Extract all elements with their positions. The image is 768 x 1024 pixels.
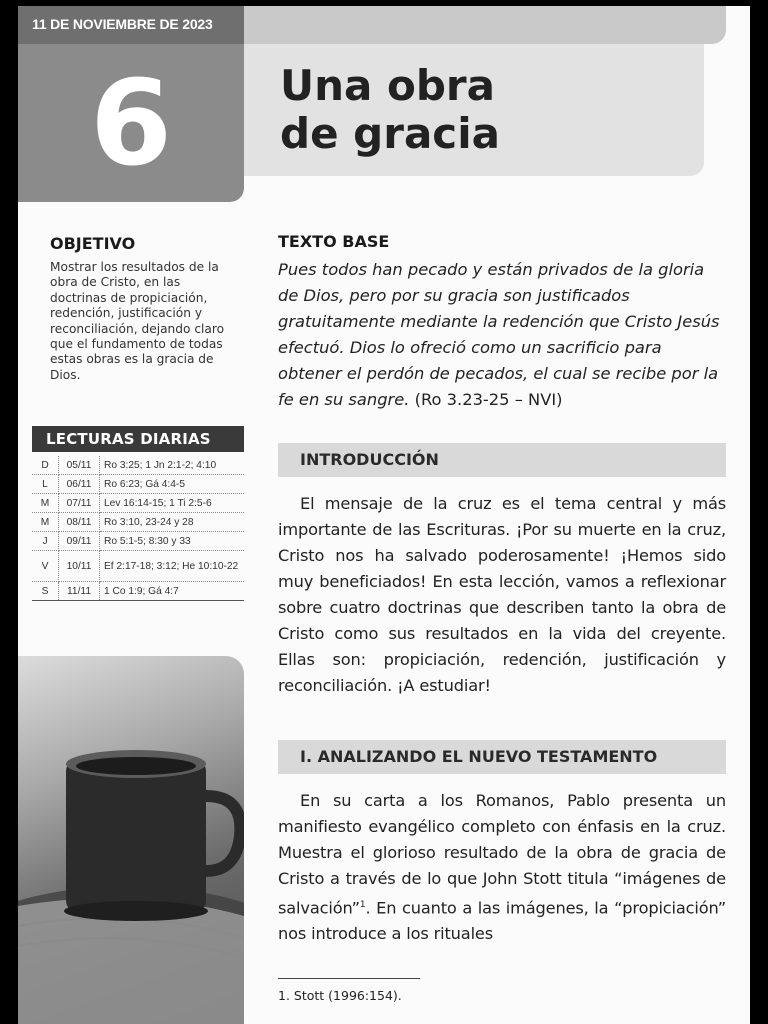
base-text-verse-body: Pues todos han pecado y están privados de la gloria de Dios, pero por su gracia son justificados gratuitamente mediante la redención que Cristo Jesús efectuó. Dios lo ofreció como un sacrificio para obtener el perdón de pecados, el cual se recibe por la fe en su sangre. (278, 260, 720, 409)
reading-reference: Ro 3:25; 1 Jn 2:1-2; 4:10 (100, 456, 245, 475)
introduction-text: El mensaje de la cruz es el tema central y más importante de las Escrituras. ¡Por su muerte en la cruz, Cristo nos ha salvado poderosamente! ¡Hemos sido muy beneficiados! En esta lección, vamos a reflexionar sobre cuatro doctrinas que describen tanto la obra de Cristo como sus resultados en la vida del creyente. Ellas son: propiciación, redención, justificación y reconciliación. ¡A estudiar! (278, 494, 726, 695)
introduction-band (278, 443, 726, 477)
base-text-verse (278, 257, 726, 413)
lesson-number: 6 (89, 54, 173, 192)
reading-reference: Ro 3:10, 23-24 y 28 (100, 513, 245, 532)
footnote: 1. Stott (1996:154). (278, 988, 402, 1003)
daily-readings-table (32, 456, 244, 601)
reading-day: J (32, 532, 59, 551)
title-line-1: Una obra (280, 61, 495, 110)
reading-day: V (32, 551, 59, 582)
reading-row (32, 494, 244, 513)
section-1-text (278, 788, 726, 947)
reading-reference: Ef 2:17-18; 3:12; He 10:10-22 (100, 551, 245, 582)
reading-date: 05/11 (59, 456, 100, 475)
coffee-cup-illustration (18, 656, 244, 1024)
reading-row (32, 513, 244, 532)
title-line-2: de gracia (280, 109, 500, 158)
title-block (244, 44, 704, 176)
coffee-bible-photo (18, 656, 244, 1024)
footnote-rule (278, 978, 420, 979)
daily-readings-label: LECTURAS DIARIAS (46, 430, 211, 448)
reading-date: 06/11 (59, 475, 100, 494)
introduction-heading: INTRODUCCIÓN (300, 450, 439, 469)
date-tab (18, 6, 244, 44)
lesson-date: 11 DE NOVIEMBRE DE 2023 (32, 16, 213, 32)
footnote-mark: 1 (359, 900, 366, 910)
lesson-title (280, 62, 500, 158)
section-1-heading: I. ANALIZANDO EL NUEVO TESTAMENTO (300, 747, 658, 766)
section-1-text-part-2: . En cuanto a las imágenes, la “propiciación” nos introduce a los rituales (278, 898, 726, 944)
daily-readings-heading (32, 426, 244, 452)
base-text-section (278, 232, 726, 413)
reading-date: 09/11 (59, 532, 100, 551)
reading-reference: 1 Co 1:9; Gá 4:7 (100, 582, 245, 601)
base-text-heading: TEXTO BASE (278, 232, 390, 251)
reading-date: 10/11 (59, 551, 100, 582)
reading-date: 08/11 (59, 513, 100, 532)
reading-day: M (32, 513, 59, 532)
reading-day: S (32, 582, 59, 601)
reading-date: 07/11 (59, 494, 100, 513)
reading-day: M (32, 494, 59, 513)
lesson-number-block (18, 44, 244, 202)
reading-day: L (32, 475, 59, 494)
reading-reference: Ro 6:23; Gá 4:4-5 (100, 475, 245, 494)
reading-row (32, 532, 244, 551)
reading-date: 11/11 (59, 582, 100, 601)
reading-day: D (32, 456, 59, 475)
reading-reference: Ro 5:1-5; 8:30 y 33 (100, 532, 245, 551)
reading-row (32, 582, 244, 601)
objective-heading: OBJETIVO (50, 234, 136, 253)
reading-row (32, 456, 244, 475)
lesson-page (18, 6, 750, 1024)
objective-text: Mostrar los resultados de la obra de Cristo, en las doctrinas de propiciación, redención, justificación y reconciliación, dejando claro que el fundamento de todas estas obras es la gracia de Dios. (50, 260, 225, 382)
base-text-reference: (Ro 3.23-25 – NVI) (414, 390, 563, 409)
section-1-band (278, 740, 726, 774)
section-1-text-part-1: En su carta a los Romanos, Pablo presenta un manifiesto evangélico completo con énfasis en la cruz. Muestra el glorioso resultado de la obra de gracia de Cristo a través de lo que John Stott titula “imágenes de salvación” (278, 791, 726, 918)
reading-reference: Lev 16:14-15; 1 Ti 2:5-6 (100, 494, 245, 513)
reading-row (32, 475, 244, 494)
reading-row (32, 551, 244, 582)
